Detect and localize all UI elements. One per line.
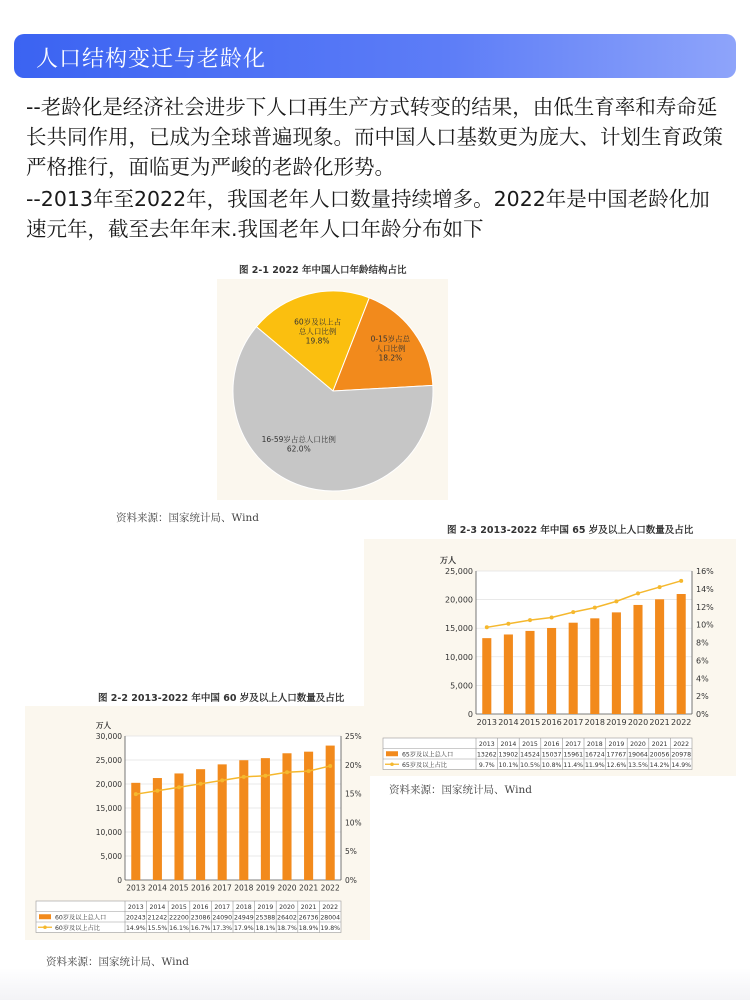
table-header-cell: 2021 (300, 904, 317, 911)
bar (655, 599, 664, 714)
table-cell: 11.9% (584, 761, 605, 769)
bar (482, 638, 491, 714)
y2-tick-label: 4% (696, 674, 709, 684)
y-tick-label: 25,000 (445, 567, 473, 576)
pie-slice-label: 总人口比例 (298, 326, 337, 336)
y2-tick-label: 10% (696, 620, 714, 630)
pie-slice-label: 16-59岁占总人口比例 (261, 434, 336, 444)
table-cell: 21242 (147, 914, 168, 922)
table-cell: 20978 (671, 751, 692, 759)
line-point (485, 625, 489, 629)
bar (633, 605, 642, 714)
table-header-cell: 2019 (608, 741, 625, 748)
table-cell: 18.9% (298, 924, 319, 932)
y-tick-label: 5,000 (100, 852, 122, 861)
intro-paragraph: --老龄化是经济社会进步下人口再生产方式转变的结果，由低生育率和寿命延长共同作用，已成为全球普遍现象。而中国人口基数更为庞大、计划生育政策严格推行，面临更为严峻的老龄化形势。 (26, 95, 723, 179)
line-point (328, 764, 332, 768)
chart-60-panel (25, 706, 370, 940)
y-tick-label: 20,000 (95, 780, 122, 789)
table-cell: 10.1% (498, 761, 519, 769)
table-cell: 16724 (584, 751, 605, 759)
legend-swatch-marker (43, 925, 47, 929)
y2-tick-label: 0% (696, 710, 709, 719)
section-title: 人口结构变迁与老龄化 (36, 47, 267, 72)
table-header-cell: 2022 (673, 741, 690, 748)
x-tick-label: 2021 (299, 883, 319, 893)
legend-swatch-marker (390, 762, 394, 766)
table-cell: 24949 (233, 914, 254, 922)
table-cell: 13262 (476, 751, 497, 759)
table-cell: 14.9% (125, 924, 146, 932)
line-point (506, 622, 510, 626)
table-header-cell: 2020 (630, 741, 646, 748)
table-header-cell: 2018 (586, 741, 603, 748)
bar (504, 634, 513, 714)
pie-slice-label: 18.2% (378, 353, 403, 363)
pie-chart-panel (217, 279, 448, 500)
table-cell: 10.5% (520, 761, 540, 769)
x-tick-label: 2018 (234, 883, 254, 893)
table-cell: 17.3% (212, 924, 233, 932)
line-point (134, 792, 138, 796)
chart-65-title: 图 2-3 2013-2022 年中国 65 岁及以上人口数量及占比 (447, 525, 694, 536)
line-point (263, 774, 267, 778)
y-tick-label: 10,000 (445, 652, 473, 662)
table-cell: 18.1% (255, 924, 276, 932)
chart-60-source: 资料来源：国家统计局、Wind (46, 956, 189, 968)
table-cell: 19064 (628, 751, 648, 759)
table-cell: 28004 (320, 914, 341, 922)
line-point (528, 618, 532, 622)
table-header-cell: 2016 (543, 741, 560, 748)
table-cell: 18.7% (277, 924, 297, 932)
y-tick-label: 20,000 (445, 595, 473, 605)
table-cell: 16.1% (169, 924, 189, 932)
bar (547, 628, 556, 714)
y-tick-label: 15,000 (445, 624, 473, 634)
x-tick-label: 2016 (541, 718, 562, 727)
y-tick-label: 0 (117, 876, 122, 885)
x-tick-label: 2013 (126, 883, 146, 893)
table-cell: 26736 (298, 914, 319, 922)
x-tick-label: 2015 (519, 718, 541, 727)
line-point (614, 599, 618, 603)
line-point (177, 785, 181, 789)
y-tick-label: 0 (467, 710, 473, 719)
x-tick-label: 2014 (147, 883, 167, 893)
section-header (14, 34, 736, 78)
table-cell: 20243 (125, 914, 146, 922)
chart-65-panel (364, 539, 736, 776)
x-tick-label: 2018 (584, 718, 605, 727)
x-tick-label: 2016 (191, 883, 211, 893)
table-header-cell: 2017 (565, 741, 582, 748)
pie-slice-label: 人口比例 (375, 344, 406, 354)
chart-60-plot (25, 706, 370, 940)
table-cell: 22200 (169, 914, 189, 922)
x-tick-label: 2020 (277, 883, 297, 893)
table-header-cell: 2021 (651, 741, 668, 748)
bar (612, 612, 621, 714)
y2-tick-label: 16% (696, 567, 714, 576)
line-point (550, 615, 554, 619)
table-cell: 26402 (277, 914, 297, 922)
y2-tick-label: 15% (345, 789, 362, 799)
bar (196, 769, 205, 880)
table-cell: 19.8% (320, 924, 341, 932)
bar (153, 778, 162, 880)
table-cell: 15037 (541, 751, 562, 759)
bar (131, 783, 140, 880)
x-tick-label: 2019 (255, 883, 275, 893)
pie-slice-label: 62.0% (286, 444, 311, 454)
x-tick-label: 2022 (320, 883, 340, 893)
table-cell: 9.7% (478, 761, 495, 769)
chart-60-title: 图 2-2 2013-2022 年中国 60 岁及以上人口数量及占比 (98, 693, 345, 704)
legend-label: 60岁及以上总人口 (55, 914, 107, 922)
table-header-cell: 2019 (257, 904, 274, 911)
y-tick-label: 25,000 (95, 756, 122, 765)
x-tick-label: 2019 (606, 718, 627, 727)
x-tick-label: 2022 (671, 718, 692, 727)
legend-label: 65岁及以上占比 (402, 761, 447, 769)
y-tick-label: 30,000 (95, 732, 122, 741)
bar (677, 594, 686, 714)
y2-tick-label: 5% (345, 847, 357, 857)
legend-label: 60岁及以上占比 (55, 924, 100, 932)
y2-tick-label: 10% (345, 818, 362, 828)
trend-paragraph: --2013年至2022年，我国老年人口数量持续增多。2022年是中国老龄化加速元年，截至去年年末.我国老年人口年龄分布如下 (26, 187, 710, 241)
x-tick-label: 2015 (169, 883, 189, 893)
table-cell: 16.7% (190, 924, 211, 932)
y-tick-label: 5,000 (450, 681, 473, 691)
bar (525, 631, 534, 714)
line-point (220, 778, 224, 782)
line-point (658, 585, 662, 589)
table-cell: 14.2% (649, 761, 670, 769)
table-cell: 14.9% (671, 761, 692, 769)
legend-swatch-bar (386, 751, 398, 756)
table-header-cell: 2014 (500, 741, 517, 748)
bar (174, 773, 183, 880)
table-cell: 23086 (190, 914, 211, 922)
x-tick-label: 2021 (649, 718, 670, 727)
x-tick-label: 2017 (212, 883, 232, 893)
chart-65-plot (364, 539, 736, 776)
y2-tick-label: 6% (696, 656, 709, 666)
table-cell: 15.5% (147, 924, 168, 932)
table-cell: 17767 (606, 751, 627, 759)
y2-tick-label: 12% (696, 602, 714, 612)
line-point (593, 606, 597, 610)
y2-tick-label: 14% (696, 584, 714, 594)
table-cell: 20056 (649, 751, 670, 759)
pie-slice-label: 0-15岁占总 (370, 334, 411, 344)
y2-tick-label: 2% (696, 692, 709, 702)
table-header-cell: 2016 (192, 904, 209, 911)
table-header-cell: 2022 (322, 904, 339, 911)
table-cell: 13.5% (628, 761, 648, 769)
y-tick-label: 15,000 (95, 804, 122, 813)
table-header-cell: 2017 (214, 904, 231, 911)
table-cell: 12.6% (606, 761, 627, 769)
pie-chart-title: 图 2-1 2022 年中国人口年龄结构占比 (239, 265, 407, 276)
x-tick-label: 2013 (476, 718, 497, 727)
y-axis-unit: 万人 (96, 721, 111, 730)
table-cell: 14524 (520, 751, 540, 759)
y2-tick-label: 8% (696, 638, 709, 648)
line-point (679, 579, 683, 583)
pie-slice-label: 19.8% (305, 336, 330, 346)
line-point (307, 769, 311, 773)
table-header-cell: 2020 (279, 904, 295, 911)
table-cell: 11.4% (563, 761, 584, 769)
legend-swatch-bar (39, 914, 51, 919)
y-axis-unit: 万人 (440, 556, 456, 565)
pie-chart-source: 资料来源：国家统计局、Wind (116, 512, 259, 524)
x-tick-label: 2020 (627, 718, 649, 727)
line-point (571, 610, 575, 614)
table-header-cell: 2015 (171, 904, 187, 911)
table-cell: 10.8% (541, 761, 562, 769)
pie-slice-label: 60岁及以上占 (294, 317, 342, 327)
table-header-cell: 2018 (235, 904, 252, 911)
y2-tick-label: 25% (345, 732, 362, 741)
legend-label: 65岁及以上总人口 (402, 751, 454, 759)
line-point (242, 775, 246, 779)
table-cell: 25388 (255, 914, 276, 922)
x-tick-label: 2017 (563, 718, 584, 727)
table-cell: 13902 (498, 751, 519, 759)
line-point (155, 789, 159, 793)
table-header-cell: 2013 (478, 741, 495, 748)
bottom-fade (0, 968, 750, 1000)
table-header-cell: 2015 (522, 741, 538, 748)
table-header-cell: 2013 (127, 904, 144, 911)
line-point (199, 782, 203, 786)
table-header-cell: 2014 (149, 904, 166, 911)
table-cell: 24090 (212, 914, 233, 922)
x-tick-label: 2014 (498, 718, 519, 727)
line-point (285, 770, 289, 774)
bar (569, 623, 578, 714)
pie-chart (217, 279, 448, 500)
y-tick-label: 10,000 (95, 828, 122, 837)
table-cell: 15961 (563, 751, 584, 759)
y2-tick-label: 0% (345, 876, 357, 885)
bar (590, 618, 599, 714)
line-point (636, 591, 640, 595)
chart-65-source: 资料来源：国家统计局、Wind (389, 784, 532, 796)
table-cell: 17.9% (233, 924, 254, 932)
y2-tick-label: 20% (345, 760, 362, 770)
